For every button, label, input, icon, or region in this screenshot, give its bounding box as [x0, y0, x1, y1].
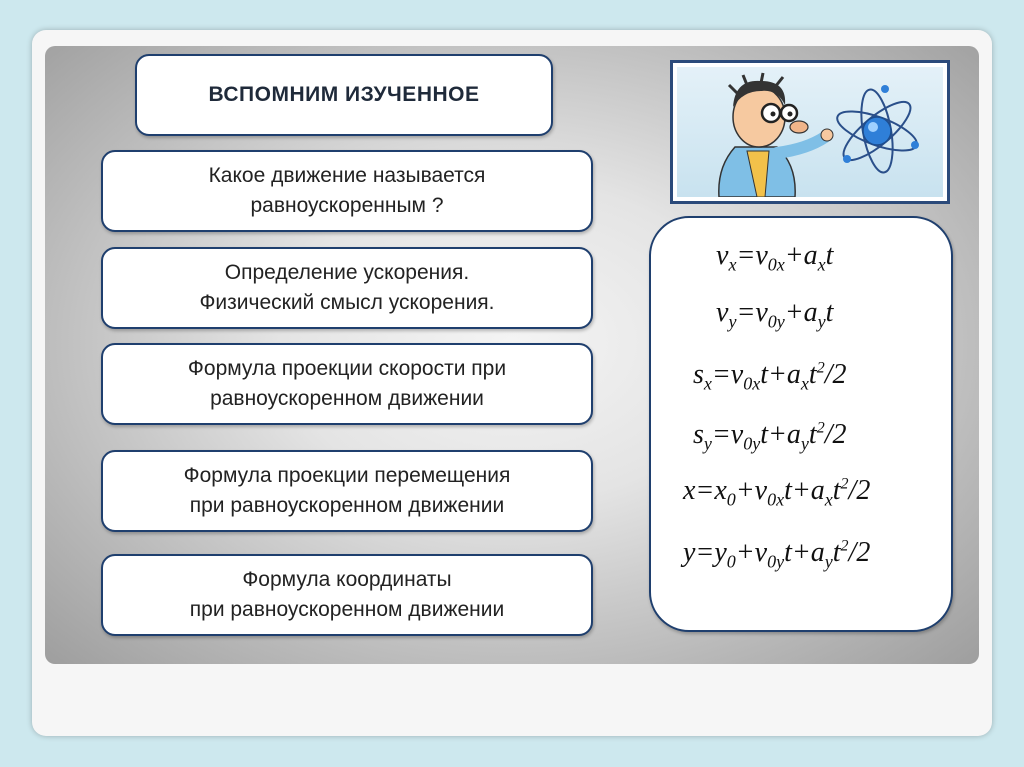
question-box-1	[101, 150, 593, 232]
title-box	[135, 54, 553, 136]
question-box-3	[101, 343, 593, 425]
formula-velocity-x: $v_x=v_{0x}+a_xt$	[716, 240, 834, 275]
question-text-2: Определение ускорения. Физический смысл ускорения.	[199, 261, 495, 314]
scientist-atom-icon	[677, 67, 943, 197]
page-title: ВСПОМНИМ ИЗУЧЕННОЕ	[208, 83, 480, 106]
question-text-5: Формула координаты при равноускоренном движении	[189, 568, 505, 621]
formula-coordinate-y: $y=y_0+v_{0y}t+a_yt^2/2$	[683, 537, 871, 572]
question-text-4: Формула проекции перемещения при равноускоренном движении	[183, 464, 511, 517]
question-text-3: Формула проекции скорости при равноускоренном движении	[187, 357, 507, 410]
question-box-2	[101, 247, 593, 329]
question-text-1: Какое движение называется равноускоренным ?	[208, 164, 486, 217]
scientist-illustration	[670, 60, 950, 204]
formula-velocity-y: $v_y=v_{0y}+a_yt$	[716, 297, 834, 332]
question-box-5	[101, 554, 593, 636]
formula-displacement-y: $s_y=v_{0y}t+a_yt^2/2$	[693, 419, 847, 454]
question-box-4	[101, 450, 593, 532]
formula-displacement-x: $s_x=v_{0x}t+a_xt^2/2$	[693, 359, 847, 394]
formula-coordinate-x: $x=x_0+v_{0x}t+a_xt^2/2$	[683, 475, 871, 510]
